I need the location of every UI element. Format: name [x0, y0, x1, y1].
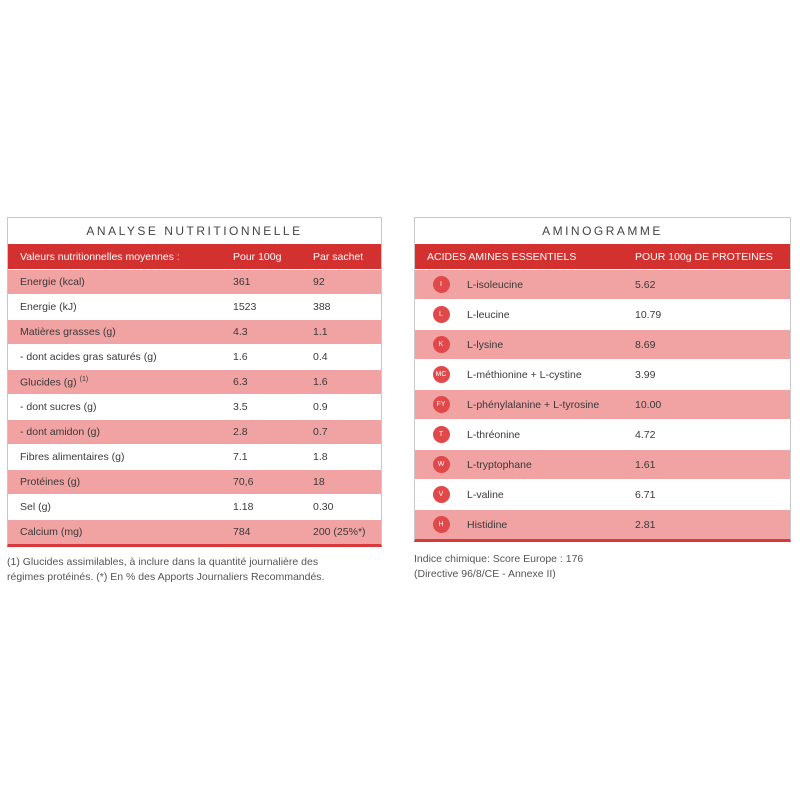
- amino-name: L-tryptophane: [467, 458, 532, 471]
- amino-name: L-leucine: [467, 308, 510, 321]
- nutrient-name: Sel (g): [20, 501, 51, 513]
- amino-value: 10.79: [635, 308, 662, 321]
- value-sachet: 0.9: [313, 401, 328, 413]
- header-label: Valeurs nutritionnelles moyennes :: [20, 250, 180, 263]
- value-per100: 1.6: [233, 351, 248, 363]
- value-per100: 70,6: [233, 476, 254, 488]
- nutrient-name: Matières grasses (g): [20, 326, 116, 338]
- value-per100: 361: [233, 276, 251, 288]
- value-sachet: 200 (25%*): [313, 526, 366, 538]
- footnote-line: régimes protéinés. (*) En % des Apports Journaliers Recommandés.: [7, 571, 325, 583]
- footnote-line: (1) Glucides assimilables, à inclure dans la quantité journalière des: [7, 556, 319, 568]
- table-row: [415, 359, 790, 389]
- header-per100-protein: POUR 100g DE PROTEINES: [635, 250, 773, 263]
- value-per100: 784: [233, 526, 251, 538]
- amino-name: L-valine: [467, 488, 504, 501]
- badge-cell: [415, 306, 467, 323]
- nutrient-label: [8, 276, 221, 288]
- nutrient-name: Energie (kcal): [20, 276, 85, 288]
- table-row: [8, 494, 381, 519]
- value-sachet: 1.8: [313, 451, 328, 463]
- table-row: [415, 449, 790, 479]
- value-sachet: 0.7: [313, 426, 328, 438]
- table-row: [415, 299, 790, 329]
- nutrient-label: [8, 376, 221, 389]
- amino-note: [414, 552, 791, 582]
- nutrient-name: Glucides (g): [20, 376, 77, 389]
- value-sachet: 388: [313, 301, 331, 313]
- value-sachet: 92: [313, 276, 325, 288]
- amino-panel: [414, 217, 791, 542]
- badge-cell: [415, 516, 467, 533]
- amino-badge-icon: K: [433, 336, 450, 353]
- nutrient-label: [8, 351, 221, 363]
- header-sachet: Par sachet: [313, 250, 364, 263]
- table-row: [8, 369, 381, 394]
- nutrient-label: [8, 501, 221, 513]
- amino-value: 3.99: [635, 368, 656, 381]
- nutrition-title: ANALYSE NUTRITIONNELLE: [86, 224, 303, 238]
- value-per100: 4.3: [233, 326, 248, 338]
- amino-name: L-méthionine + L-cystine: [467, 368, 582, 381]
- nutrition-panel: [7, 217, 382, 547]
- nutrient-name: - dont acides gras saturés (g): [20, 351, 157, 363]
- value-per100: 7.1: [233, 451, 248, 463]
- amino-value: 2.81: [635, 518, 656, 531]
- badge-cell: [415, 396, 467, 413]
- amino-badge-icon: I: [433, 276, 450, 293]
- amino-badge-icon: T: [433, 426, 450, 443]
- badge-cell: [415, 336, 467, 353]
- amino-badge-icon: W: [433, 456, 450, 473]
- nutrient-label: [8, 526, 221, 538]
- table-row: [415, 509, 790, 539]
- badge-cell: [415, 276, 467, 293]
- amino-name: L-isoleucine: [467, 278, 524, 291]
- nutrient-name: Fibres alimentaires (g): [20, 451, 125, 463]
- table-row: [8, 519, 381, 544]
- header-amino: ACIDES AMINES ESSENTIELS: [427, 250, 577, 263]
- value-per100: 2.8: [233, 426, 248, 438]
- table-row: [8, 469, 381, 494]
- badge-cell: [415, 456, 467, 473]
- nutrition-footnote: [7, 555, 382, 585]
- table-row: [415, 479, 790, 509]
- table-row: [415, 269, 790, 299]
- table-row: [415, 419, 790, 449]
- nutrient-label: [8, 451, 221, 463]
- amino-header-row: [415, 244, 790, 269]
- value-per100: 1523: [233, 301, 257, 313]
- amino-badge-icon: FY: [433, 396, 450, 413]
- amino-badge-icon: V: [433, 486, 450, 503]
- table-row: [8, 344, 381, 369]
- amino-value: 6.71: [635, 488, 656, 501]
- nutrition-header-row: [8, 244, 381, 269]
- value-per100: 3.5: [233, 401, 248, 413]
- nutrient-label: [8, 301, 221, 313]
- nutrient-label: [8, 476, 221, 488]
- amino-value: 10.00: [635, 398, 662, 411]
- amino-note-line: (Directive 96/8/CE - Annexe II): [414, 568, 556, 580]
- table-row: [415, 329, 790, 359]
- nutrient-label: [8, 326, 221, 338]
- nutrient-label: [8, 426, 221, 438]
- amino-value: 1.61: [635, 458, 656, 471]
- nutrition-rows: [8, 269, 381, 544]
- footnote-ref: (1): [79, 375, 89, 383]
- nutrient-name: Calcium (mg): [20, 526, 83, 538]
- table-row: [8, 419, 381, 444]
- table-row: [8, 444, 381, 469]
- amino-note-line: Indice chimique: Score Europe : 176: [414, 553, 584, 565]
- table-row: [8, 394, 381, 419]
- amino-value: 5.62: [635, 278, 656, 291]
- value-per100: 6.3: [233, 376, 248, 388]
- table-row: [8, 269, 381, 294]
- amino-value: 4.72: [635, 428, 656, 441]
- value-sachet: 0.30: [313, 501, 334, 513]
- value-per100: 1.18: [233, 501, 254, 513]
- nutrient-label: [8, 401, 221, 413]
- amino-name: L-lysine: [467, 338, 504, 351]
- amino-value: 8.69: [635, 338, 656, 351]
- value-sachet: 0.4: [313, 351, 328, 363]
- nutrient-name: Energie (kJ): [20, 301, 77, 313]
- value-sachet: 1.6: [313, 376, 328, 388]
- table-row: [8, 319, 381, 344]
- table-row: [415, 389, 790, 419]
- amino-rows: [415, 269, 790, 539]
- amino-badge-icon: L: [433, 306, 450, 323]
- amino-badge-icon: MC: [433, 366, 450, 383]
- value-sachet: 18: [313, 476, 325, 488]
- amino-name: Histidine: [467, 518, 508, 531]
- header-per100: Pour 100g: [233, 250, 282, 263]
- nutrient-name: - dont sucres (g): [20, 401, 97, 413]
- table-row: [8, 294, 381, 319]
- nutrient-name: - dont amidon (g): [20, 426, 100, 438]
- badge-cell: [415, 486, 467, 503]
- badge-cell: [415, 366, 467, 383]
- amino-name: L-thréonine: [467, 428, 521, 441]
- badge-cell: [415, 426, 467, 443]
- value-sachet: 1.1: [313, 326, 328, 338]
- amino-title: AMINOGRAMME: [542, 224, 663, 238]
- nutrient-name: Protéines (g): [20, 476, 81, 488]
- amino-badge-icon: H: [433, 516, 450, 533]
- amino-name: L-phénylalanine + L-tyrosine: [467, 398, 600, 411]
